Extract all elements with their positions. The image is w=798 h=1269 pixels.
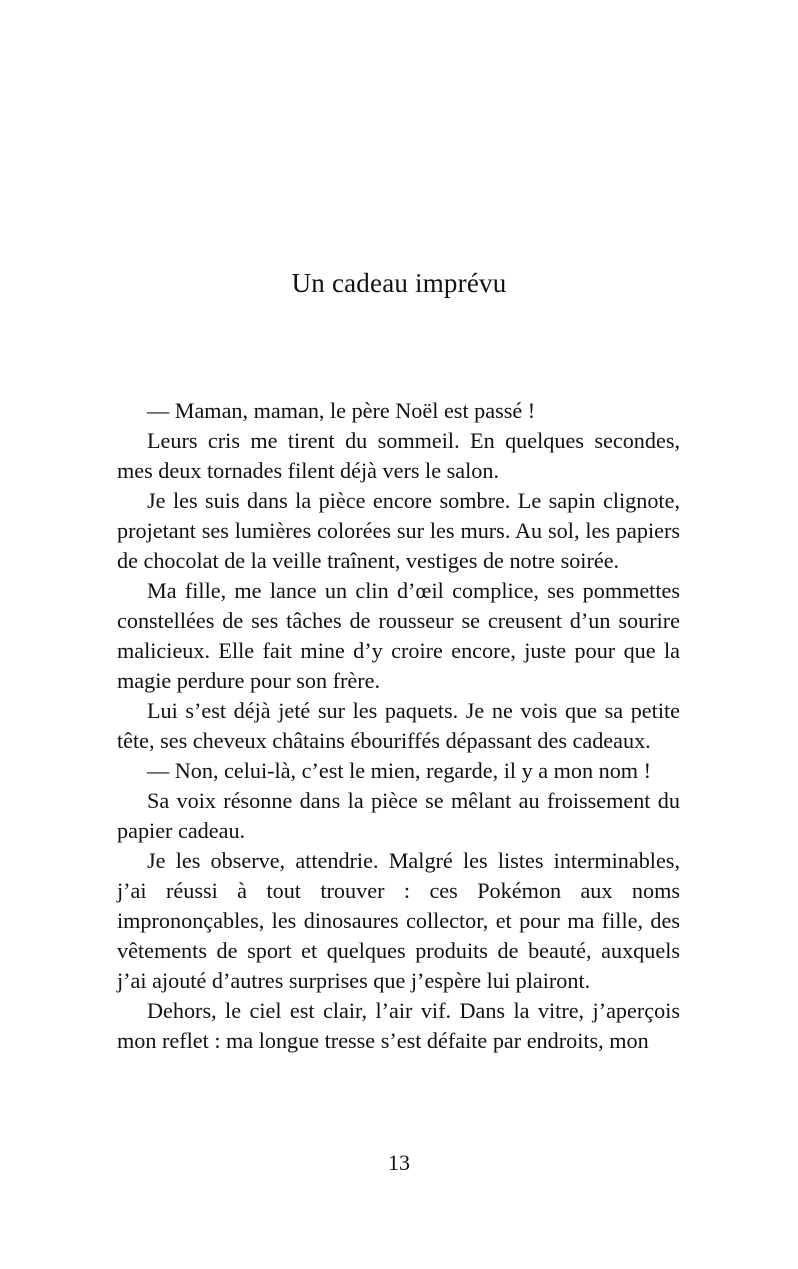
paragraph: Dehors, le ciel est clair, l’air vif. Dans la vitre, j’aperçois mon reflet : ma longue tresse s’est défaite par endroits, mon xyxy=(117,998,680,1053)
chapter-body xyxy=(117,396,680,1056)
paragraph: Je les observe, attendrie. Malgré les listes interminables, j’ai réussi à tout trouver : ces Pokémon aux noms imprononçables, les dinosaures collector, et pour ma fille, des vêtements de sport et quelques produits de beauté, auxquels j’ai ajouté d’autres surprises que j’espère lui plairont. xyxy=(117,848,680,993)
paragraph: Leurs cris me tirent du sommeil. En quelques secondes, mes deux tornades filent déjà vers le salon. xyxy=(117,428,680,483)
paragraph: — Maman, maman, le père Noël est passé ! xyxy=(147,398,536,423)
paragraph: Sa voix résonne dans la pièce se mêlant au froissement du papier cadeau. xyxy=(117,788,680,843)
paragraph: Ma fille, me lance un clin d’œil complice, ses pommettes constellées de ses tâches de rousseur se creusent d’un sourire malicieux. Elle fait mine d’y croire encore, juste pour que la magie perdure pour son frère. xyxy=(117,578,680,693)
page-number: 13 xyxy=(388,1150,410,1175)
chapter-title: Un cadeau imprévu xyxy=(291,268,507,298)
paragraph: — Non, celui-là, c’est le mien, regarde, il y a mon nom ! xyxy=(147,758,651,783)
paragraph: Lui s’est déjà jeté sur les paquets. Je ne vois que sa petite tête, ses cheveux châtains ébouriffés dépassant des cadeaux. xyxy=(117,698,680,753)
paragraph: Je les suis dans la pièce encore sombre. Le sapin clignote, projetant ses lumières colorées sur les murs. Au sol, les papiers de chocolat de la veille traînent, vestiges de notre soirée. xyxy=(117,488,680,573)
